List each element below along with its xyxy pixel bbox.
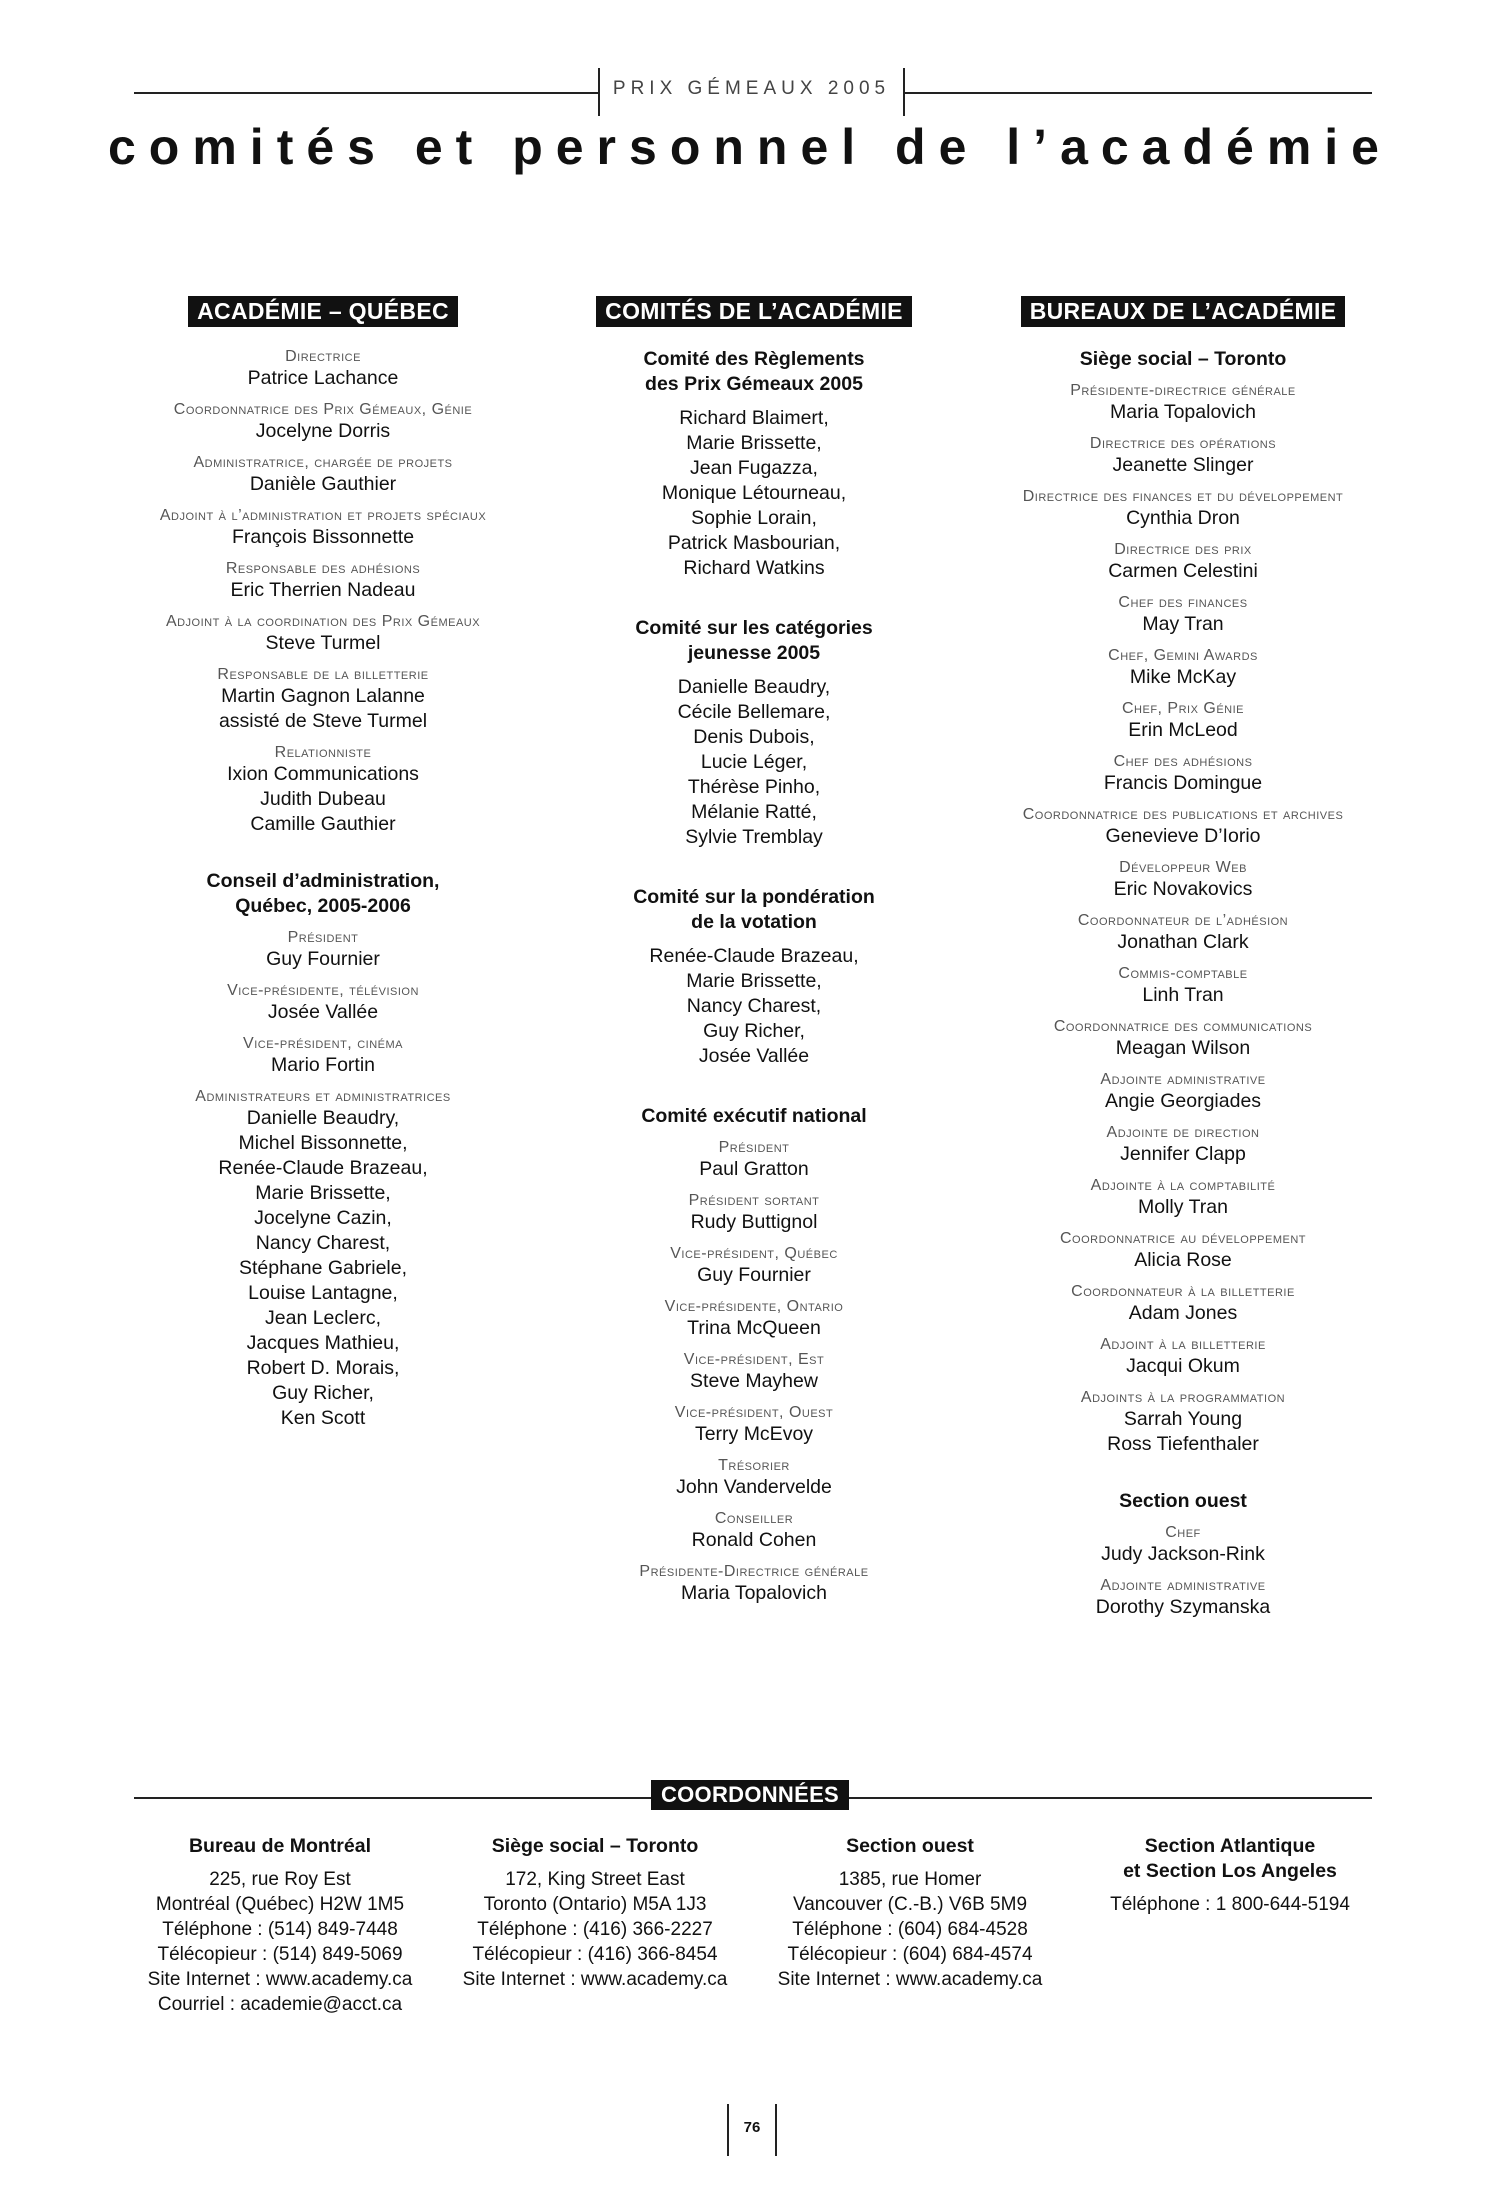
office-title-west: Section ouest bbox=[1119, 1490, 1247, 1512]
person-name: Angie Georgiades bbox=[1104, 1090, 1262, 1112]
person-name: Guy Richer, bbox=[272, 1382, 374, 1404]
person-name: Martin Gagnon Lalanne bbox=[221, 685, 425, 707]
person-name: Eric Novakovics bbox=[1113, 878, 1253, 900]
member-name: Monique Létourneau, bbox=[661, 482, 847, 504]
person-name: Guy Fournier bbox=[697, 1264, 811, 1286]
person-name: Patrice Lachance bbox=[247, 367, 399, 389]
person-name: Ronald Cohen bbox=[691, 1529, 817, 1551]
role-title: Directrice bbox=[285, 348, 361, 365]
page-title: comités et personnel de l’académie bbox=[108, 119, 1392, 175]
contact-line: Site Internet : www.academy.ca bbox=[147, 1969, 413, 1990]
person-name: Paul Gratton bbox=[699, 1158, 809, 1180]
person-name: Steve Mayhew bbox=[690, 1370, 818, 1392]
role-title: Chef des adhésions bbox=[1113, 753, 1253, 770]
person-name: Marie Brissette, bbox=[255, 1182, 391, 1204]
staff-entry bbox=[130, 665, 516, 734]
member-name: Cécile Bellemare, bbox=[677, 701, 831, 723]
person-name: Nancy Charest, bbox=[255, 1232, 391, 1254]
role-title: Président bbox=[287, 929, 359, 946]
member-name: Thérèse Pinho, bbox=[687, 776, 821, 798]
staff-entry bbox=[978, 1176, 1388, 1220]
member-name: Sophie Lorain, bbox=[691, 507, 817, 529]
member-name: Mélanie Ratté, bbox=[691, 801, 817, 823]
committee-title-line: Comité sur la pondération bbox=[633, 886, 875, 908]
staff-entry bbox=[130, 743, 516, 837]
staff-entry bbox=[978, 1388, 1388, 1457]
staff-entry bbox=[978, 1282, 1388, 1326]
staff-entry bbox=[978, 858, 1388, 902]
office-name bbox=[120, 1834, 440, 1859]
contact-line: 172, King Street East bbox=[505, 1869, 685, 1890]
contact-line: Site Internet : www.academy.ca bbox=[777, 1969, 1043, 1990]
staff-entry bbox=[566, 1562, 942, 1606]
role-title: Adjoint à la coordination des Prix Gémeaux bbox=[165, 613, 481, 630]
staff-entry bbox=[978, 911, 1388, 955]
coordonnees-heading: COORDONNÉES bbox=[651, 1780, 849, 1810]
staff-entry bbox=[978, 752, 1388, 796]
member-name: Marie Brissette, bbox=[686, 970, 822, 992]
role-title: Adjointe administrative bbox=[1100, 1577, 1266, 1594]
role-title: Conseiller bbox=[714, 1510, 794, 1527]
member-name: Danielle Beaudry, bbox=[677, 676, 831, 698]
committee-title-line: Comité des Règlements bbox=[643, 348, 865, 370]
person-name: Camille Gauthier bbox=[250, 813, 396, 835]
staff-entry bbox=[978, 434, 1388, 478]
office-name-line: Section ouest bbox=[846, 1835, 974, 1857]
office-name bbox=[1070, 1834, 1390, 1884]
contact-line: Télécopieur : (416) 366-8454 bbox=[472, 1944, 718, 1965]
role-title: Coordonnateur de l’adhésion bbox=[1077, 912, 1289, 929]
person-name: Maria Topalovich bbox=[681, 1582, 827, 1604]
person-name: Danièle Gauthier bbox=[249, 473, 397, 495]
role-title: Coordonnatrice des publications et archives bbox=[1022, 806, 1344, 823]
person-name: Michel Bissonnette, bbox=[238, 1132, 408, 1154]
person-name: May Tran bbox=[1142, 613, 1224, 635]
committee-list bbox=[566, 347, 942, 1069]
person-name: Louise Lantagne, bbox=[248, 1282, 398, 1304]
column-bureaux bbox=[978, 296, 1388, 1629]
person-name: Dorothy Szymanska bbox=[1095, 1596, 1271, 1618]
column-comites bbox=[566, 296, 942, 1615]
person-name: Alicia Rose bbox=[1134, 1249, 1232, 1271]
contact-line: Téléphone : (514) 849-7448 bbox=[162, 1919, 398, 1940]
person-name: Terry McEvoy bbox=[694, 1423, 814, 1445]
role-title: Développeur Web bbox=[1119, 859, 1247, 876]
person-name: John Vandervelde bbox=[676, 1476, 832, 1498]
contact-line: Téléphone : 1 800-644-5194 bbox=[1110, 1894, 1350, 1915]
member-name: Richard Watkins bbox=[683, 557, 825, 579]
staff-entry bbox=[566, 1403, 942, 1447]
contact-toronto bbox=[440, 1834, 750, 1992]
board-title: Conseil d’administration, Québec, 2005-2006 bbox=[206, 870, 440, 917]
role-title: Chef bbox=[1165, 1524, 1201, 1541]
role-title: Adjointe à la comptabilité bbox=[1090, 1177, 1276, 1194]
person-name: Meagan Wilson bbox=[1115, 1037, 1251, 1059]
staff-entry bbox=[130, 506, 516, 550]
person-name: Francis Domingue bbox=[1103, 772, 1263, 794]
person-name: Judith Dubeau bbox=[260, 788, 386, 810]
coordonnees-heading-wrap bbox=[0, 1780, 1500, 1810]
person-name: Cynthia Dron bbox=[1126, 507, 1240, 529]
member-name: Richard Blaimert, bbox=[679, 407, 829, 429]
staff-entry bbox=[978, 964, 1388, 1008]
staff-entry bbox=[978, 381, 1388, 425]
person-name: Eric Therrien Nadeau bbox=[230, 579, 416, 601]
person-name: Josée Vallée bbox=[267, 1001, 379, 1023]
person-name: Ken Scott bbox=[280, 1407, 366, 1429]
committee-title bbox=[566, 616, 942, 666]
contact-atlantique-la bbox=[1070, 1834, 1390, 1917]
office-name bbox=[440, 1834, 750, 1859]
role-title: Adjointe de direction bbox=[1106, 1124, 1260, 1141]
person-name: Robert D. Morais, bbox=[246, 1357, 400, 1379]
contact-line: Montréal (Québec) H2W 1M5 bbox=[155, 1894, 405, 1915]
person-name: Adam Jones bbox=[1128, 1302, 1238, 1324]
committee-block bbox=[566, 885, 942, 1069]
role-title: Vice-président, cinéma bbox=[243, 1035, 403, 1052]
person-name: Jennifer Clapp bbox=[1120, 1143, 1246, 1165]
role-title: Adjoint à l’administration et projets spéciaux bbox=[159, 507, 487, 524]
role-title: Coordonnatrice au développement bbox=[1060, 1230, 1306, 1247]
role-title: Coordonnatrice des communications bbox=[1053, 1018, 1313, 1035]
role-title: Vice-présidente, télévision bbox=[227, 982, 419, 999]
role-title: Vice-président, Québec bbox=[670, 1245, 838, 1262]
member-name: Josée Vallée bbox=[698, 1045, 810, 1067]
staff-entry bbox=[130, 347, 516, 391]
member-name: Nancy Charest, bbox=[686, 995, 822, 1017]
section-heading-academie-quebec: ACADÉMIE – QUÉBEC bbox=[188, 296, 458, 327]
header-rule-left bbox=[134, 92, 598, 94]
section-heading-comites: COMITÉS DE L’ACADÉMIE bbox=[596, 296, 912, 327]
role-title: Adjoint à la billetterie bbox=[1100, 1336, 1266, 1353]
person-name: Carmen Celestini bbox=[1108, 560, 1258, 582]
page-number: 76 bbox=[743, 2119, 761, 2136]
contact-line: Vancouver (C.-B.) V6B 5M9 bbox=[792, 1894, 1028, 1915]
staff-entry bbox=[978, 1229, 1388, 1273]
column-academie-quebec bbox=[130, 296, 516, 1440]
member-name: Jean Fugazza, bbox=[690, 457, 818, 479]
page-number-divider-right bbox=[775, 2104, 777, 2156]
role-title: Chef, Prix Génie bbox=[1121, 700, 1245, 717]
staff-entry bbox=[566, 1138, 942, 1182]
role-title: Chef, Gemini Awards bbox=[1108, 647, 1258, 664]
committee-title bbox=[566, 347, 942, 397]
contact-line: 225, rue Roy Est bbox=[209, 1869, 351, 1890]
person-name: Renée-Claude Brazeau, bbox=[218, 1157, 428, 1179]
staff-entry bbox=[978, 1523, 1388, 1567]
staff-entry bbox=[978, 593, 1388, 637]
role-title: Trésorier bbox=[718, 1457, 790, 1474]
role-title: Directrice des finances et du développement bbox=[1022, 488, 1344, 505]
contact-montreal bbox=[120, 1834, 440, 2017]
staff-entry bbox=[130, 559, 516, 603]
person-name: Genevieve D’Iorio bbox=[1105, 825, 1261, 847]
office-title-toronto: Siège social – Toronto bbox=[1079, 348, 1287, 370]
staff-entry bbox=[978, 1070, 1388, 1114]
staff-entry bbox=[978, 1576, 1388, 1620]
member-name: Denis Dubois, bbox=[693, 726, 815, 748]
staff-entry bbox=[566, 1244, 942, 1288]
committee-block bbox=[566, 616, 942, 850]
contact-line: Téléphone : (416) 366-2227 bbox=[477, 1919, 713, 1940]
role-title: Vice-présidente, Ontario bbox=[664, 1298, 844, 1315]
office-name-line: Section Atlantique bbox=[1144, 1835, 1316, 1857]
staff-entry bbox=[978, 699, 1388, 743]
running-title: PRIX GÉMEAUX 2005 bbox=[612, 78, 891, 99]
role-title: Directrice des prix bbox=[1114, 541, 1252, 558]
person-name: Ixion Communications bbox=[227, 763, 419, 785]
staff-entry bbox=[978, 1017, 1388, 1061]
person-name: Ross Tiefenthaler bbox=[1107, 1433, 1259, 1455]
toronto-staff-list bbox=[978, 381, 1388, 1457]
quebec-staff-list bbox=[130, 347, 516, 837]
office-name-line: et Section Los Angeles bbox=[1123, 1860, 1337, 1882]
role-title: Responsable des adhésions bbox=[225, 560, 421, 577]
person-name: Stéphane Gabriele, bbox=[238, 1257, 408, 1279]
committee-title-line: jeunesse 2005 bbox=[687, 642, 821, 664]
member-name: Marie Brissette, bbox=[686, 432, 822, 454]
staff-entry bbox=[566, 1456, 942, 1500]
staff-entry bbox=[130, 400, 516, 444]
contact-line: Site Internet : www.academy.ca bbox=[462, 1969, 728, 1990]
person-name: Jonathan Clark bbox=[1117, 931, 1249, 953]
contact-line: Télécopieur : (604) 684-4574 bbox=[787, 1944, 1033, 1965]
office-name-line: Siège social – Toronto bbox=[491, 1835, 699, 1857]
staff-entry bbox=[130, 612, 516, 656]
staff-entry bbox=[130, 1087, 516, 1431]
contact-line: Téléphone : (604) 684-4528 bbox=[792, 1919, 1028, 1940]
staff-entry bbox=[978, 540, 1388, 584]
role-title: Relationniste bbox=[274, 744, 372, 761]
role-title: Directrice des opérations bbox=[1089, 435, 1277, 452]
member-name: Lucie Léger, bbox=[700, 751, 808, 773]
contact-line: Télécopieur : (514) 849-5069 bbox=[157, 1944, 403, 1965]
contact-line: Courriel : academie@acct.ca bbox=[157, 1994, 403, 2015]
staff-entry bbox=[978, 1335, 1388, 1379]
role-title: Vice-président, Ouest bbox=[674, 1404, 834, 1421]
role-title: Responsable de la billetterie bbox=[217, 666, 429, 683]
west-staff-list bbox=[978, 1523, 1388, 1620]
person-name: Guy Fournier bbox=[266, 948, 380, 970]
contact-ouest bbox=[750, 1834, 1070, 1992]
person-name: Jean Leclerc, bbox=[265, 1307, 381, 1329]
role-title: Commis-comptable bbox=[1118, 965, 1248, 982]
person-name: Mario Fortin bbox=[270, 1054, 376, 1076]
person-name: Jacques Mathieu, bbox=[246, 1332, 400, 1354]
office-name-line: Bureau de Montréal bbox=[188, 1835, 372, 1857]
member-name: Sylvie Tremblay bbox=[685, 826, 823, 848]
role-title: Présidente-Directrice générale bbox=[639, 1563, 869, 1580]
person-name: Jocelyne Dorris bbox=[255, 420, 391, 442]
staff-entry bbox=[566, 1191, 942, 1235]
staff-entry bbox=[978, 1123, 1388, 1167]
person-name: Erin McLeod bbox=[1128, 719, 1238, 741]
member-name: Renée-Claude Brazeau, bbox=[649, 945, 859, 967]
staff-entry bbox=[130, 453, 516, 497]
person-name: Steve Turmel bbox=[265, 632, 381, 654]
role-title: Vice-président, Est bbox=[683, 1351, 825, 1368]
committee-title-line: des Prix Gémeaux 2005 bbox=[645, 373, 863, 395]
committee-title-line: Comité sur les catégories bbox=[635, 617, 873, 639]
staff-entry bbox=[978, 805, 1388, 849]
staff-entry bbox=[978, 646, 1388, 690]
role-title: Coordonnateur à la billetterie bbox=[1071, 1283, 1295, 1300]
member-name: Patrick Masbourian, bbox=[667, 532, 841, 554]
header-rule-right bbox=[903, 92, 1372, 94]
staff-entry bbox=[566, 1350, 942, 1394]
person-name: assisté de Steve Turmel bbox=[218, 710, 428, 732]
person-name: Molly Tran bbox=[1138, 1196, 1228, 1218]
person-name: Judy Jackson-Rink bbox=[1101, 1543, 1265, 1565]
staff-entry bbox=[978, 487, 1388, 531]
committee-title-line: de la votation bbox=[691, 911, 817, 933]
person-name: Jacqui Okum bbox=[1126, 1355, 1240, 1377]
person-name: François Bissonnette bbox=[231, 526, 415, 548]
staff-entry bbox=[130, 1034, 516, 1078]
person-name: Rudy Buttignol bbox=[690, 1211, 818, 1233]
person-name: Maria Topalovich bbox=[1110, 401, 1256, 423]
office-name bbox=[750, 1834, 1070, 1859]
role-title: Administrateurs et administratrices bbox=[195, 1088, 451, 1105]
person-name: Mike McKay bbox=[1129, 666, 1237, 688]
person-name: Linh Tran bbox=[1142, 984, 1224, 1006]
person-name: Trina McQueen bbox=[687, 1317, 821, 1339]
committee-title bbox=[566, 885, 942, 935]
role-title: Président bbox=[718, 1139, 790, 1156]
person-name: Jocelyne Cazin, bbox=[254, 1207, 392, 1229]
staff-entry bbox=[130, 928, 516, 972]
person-name: Jeanette Slinger bbox=[1112, 454, 1254, 476]
committee-block bbox=[566, 347, 942, 581]
role-title: Coordonnatrice des Prix Gémeaux, Génie bbox=[173, 401, 473, 418]
person-name: Sarrah Young bbox=[1123, 1408, 1243, 1430]
role-title: Adjointe administrative bbox=[1100, 1071, 1266, 1088]
member-name: Guy Richer, bbox=[703, 1020, 805, 1042]
staff-entry bbox=[566, 1297, 942, 1341]
role-title: Adjoints à la programmation bbox=[1080, 1389, 1286, 1406]
contact-line: Toronto (Ontario) M5A 1J3 bbox=[483, 1894, 707, 1915]
role-title: Administratrice, chargée de projets bbox=[193, 454, 453, 471]
board-list bbox=[130, 928, 516, 1431]
section-heading-bureaux: BUREAUX DE L’ACADÉMIE bbox=[1021, 296, 1346, 327]
staff-entry bbox=[566, 1509, 942, 1553]
contact-line: 1385, rue Homer bbox=[838, 1869, 982, 1890]
exec-committee-title: Comité exécutif national bbox=[641, 1105, 867, 1127]
person-name: Danielle Beaudry, bbox=[246, 1107, 400, 1129]
exec-committee-list bbox=[566, 1138, 942, 1606]
role-title: Chef des finances bbox=[1118, 594, 1248, 611]
role-title: Présidente-directrice générale bbox=[1070, 382, 1296, 399]
role-title: Président sortant bbox=[688, 1192, 820, 1209]
staff-entry bbox=[130, 981, 516, 1025]
